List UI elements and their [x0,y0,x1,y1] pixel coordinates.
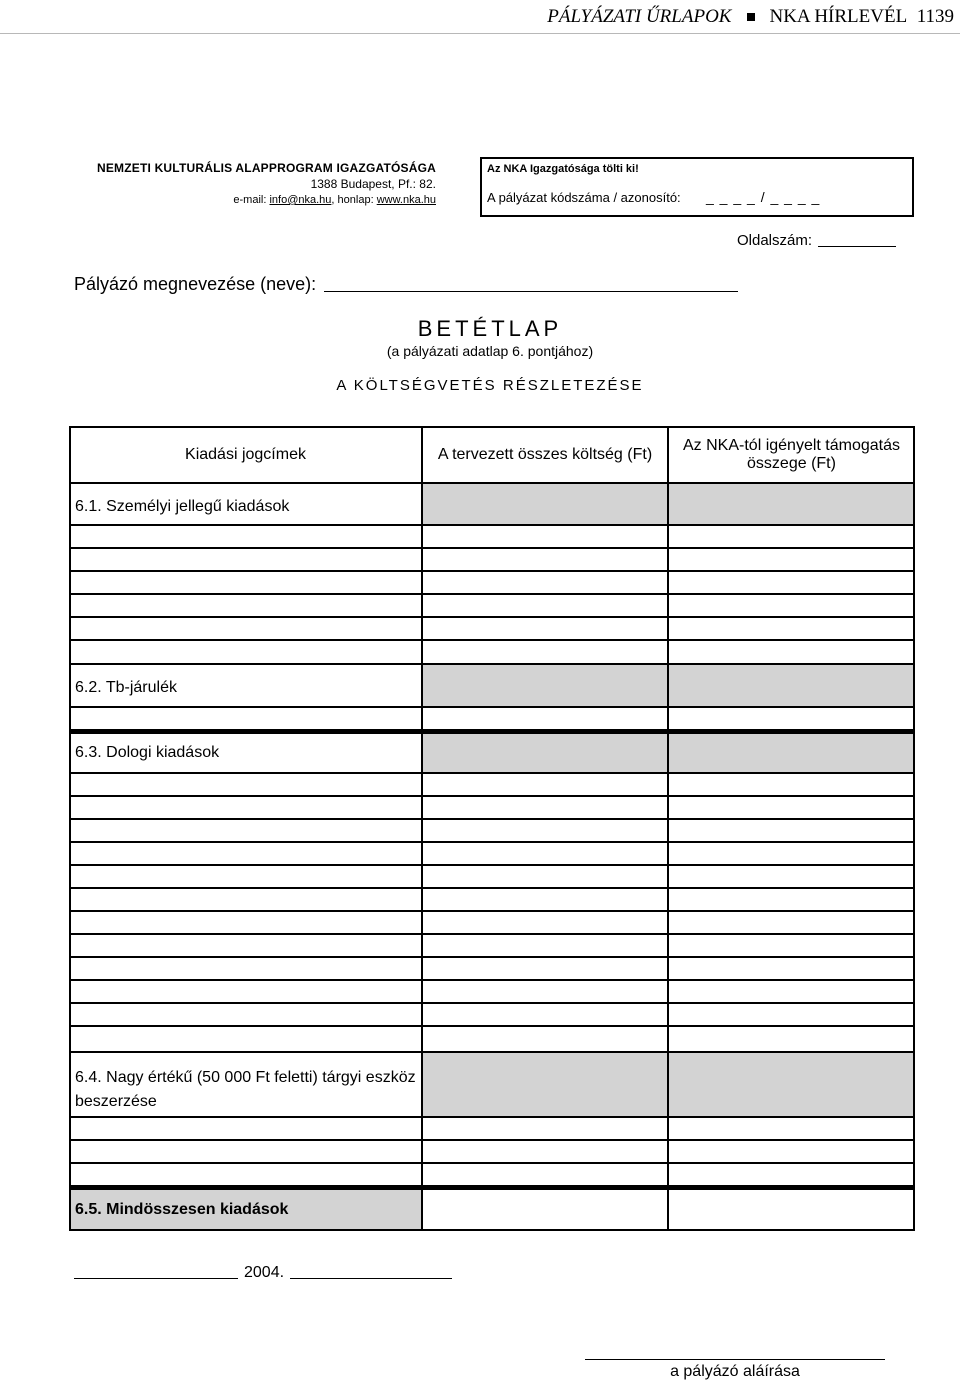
table-row [69,773,915,796]
total-row [69,1186,915,1231]
table-cell[interactable] [668,1140,915,1163]
section-label: 6.1. Személyi jellegű kiadások [69,483,422,525]
table-cell[interactable] [69,888,422,911]
table-row [69,594,915,617]
table-cell[interactable] [668,888,915,911]
section-label: 6.2. Tb-járulék [69,664,422,707]
table-cell[interactable] [668,773,915,796]
table-row [69,934,915,957]
shaded-cell [422,1052,668,1117]
table-cell[interactable] [668,819,915,842]
table-row [69,1003,915,1026]
table-cell[interactable] [422,911,668,934]
table-row [69,525,915,548]
table-cell[interactable] [69,911,422,934]
table-row [69,707,915,730]
table-cell[interactable] [69,707,422,730]
table-row [69,842,915,865]
shaded-cell [668,1052,915,1117]
table-cell[interactable] [69,640,422,664]
page-number-field [737,232,896,249]
page-header [0,0,960,34]
section-label: 6.4. Nagy értékű (50 000 Ft feletti) tárgyi eszköz beszerzése [69,1052,422,1117]
table-cell[interactable] [422,1117,668,1140]
shaded-cell [422,664,668,707]
table-cell[interactable] [69,773,422,796]
total-planned-cost-cell[interactable] [422,1189,668,1231]
page-number: 1139 [916,6,954,27]
organization-contact [84,192,436,208]
email-link[interactable]: info@nka.hu [269,194,332,206]
table-cell[interactable] [668,1117,915,1140]
code-label: A pályázat kódszáma / azonosító: [487,190,681,205]
table-cell[interactable] [422,1140,668,1163]
table-row [69,1117,915,1140]
table-cell[interactable] [69,957,422,980]
table-row [69,1026,915,1052]
form-subtitle: (a pályázati adatlap 6. pontjához) [386,343,594,359]
table-cell[interactable] [422,594,668,617]
section-row [69,1052,915,1117]
table-cell[interactable] [69,1163,422,1186]
table-row [69,548,915,571]
table-cell[interactable] [422,617,668,640]
table-cell[interactable] [422,1163,668,1186]
table-cell[interactable] [668,934,915,957]
shaded-cell [422,733,668,773]
table-cell[interactable] [668,842,915,865]
table-cell[interactable] [422,773,668,796]
table-cell[interactable] [668,707,915,730]
column-header: Az NKA-tól igényelt támogatás összege (Ft) [668,426,915,483]
table-cell[interactable] [69,842,422,865]
form-title-block [0,316,960,394]
table-cell[interactable] [422,1026,668,1052]
table-cell[interactable] [668,617,915,640]
table-cell[interactable] [69,617,422,640]
table-row [69,617,915,640]
section-row [69,483,915,525]
date-year: 2004. [244,1264,285,1281]
table-cell[interactable] [69,525,422,548]
table-cell[interactable] [69,1026,422,1052]
table-header-row [69,426,915,483]
table-cell[interactable] [668,911,915,934]
signature-label: a pályázó aláírása [670,1363,800,1380]
table-cell[interactable] [69,1117,422,1140]
section-title: PÁLYÁZATI ŰRLAPOK [547,6,732,27]
table-cell[interactable] [69,796,422,819]
email-label: e-mail: [233,194,267,206]
table-cell[interactable] [422,1003,668,1026]
table-cell[interactable] [422,934,668,957]
table-cell[interactable] [668,640,915,664]
table-cell[interactable] [668,957,915,980]
table-cell[interactable] [668,865,915,888]
table-cell[interactable] [69,594,422,617]
table-cell[interactable] [422,980,668,1003]
signature-line[interactable] [585,1359,885,1360]
office-use-note: Az NKA Igazgatósága tölti ki! [487,163,639,175]
table-cell[interactable] [422,525,668,548]
table-row [69,980,915,1003]
page-number-input[interactable] [818,246,896,247]
table-cell[interactable] [422,957,668,980]
budget-heading: A KÖLTSÉGVETÉS RÉSZLETEZÉSE [336,377,644,394]
table-cell[interactable] [69,1140,422,1163]
table-cell[interactable] [422,819,668,842]
table-row [69,957,915,980]
total-label: 6.5. Mindösszesen kiadások [69,1189,422,1231]
homepage-link[interactable]: www.nka.hu [376,194,436,206]
total-requested-support-cell[interactable] [668,1189,915,1231]
code-field[interactable]: _ _ _ _ / _ _ _ _ [706,189,821,205]
table-row [69,1140,915,1163]
table-cell[interactable] [668,796,915,819]
table-cell[interactable] [422,571,668,594]
table-cell[interactable] [69,934,422,957]
nka-office-box [480,157,914,217]
table-cell[interactable] [668,594,915,617]
column-header: A tervezett összes költség (Ft) [422,426,668,483]
table-row [69,819,915,842]
newsletter-name: NKA HÍRLEVÉL [769,6,908,27]
date-line [74,1264,452,1282]
table-cell[interactable] [422,865,668,888]
table-row [69,888,915,911]
table-row [69,1163,915,1186]
budget-table [69,426,915,1231]
homepage-label: , honlap: [331,194,374,206]
table-cell[interactable] [668,525,915,548]
page-number-label: Oldalszám: [737,232,813,249]
bullet-icon [747,13,755,21]
table-cell[interactable] [422,707,668,730]
table-row [69,571,915,594]
form-title: BETÉTLAP [417,316,563,341]
table-cell[interactable] [69,819,422,842]
applicant-field [74,274,738,295]
table-cell[interactable] [422,640,668,664]
table-cell[interactable] [668,571,915,594]
table-row [69,865,915,888]
table-cell[interactable] [422,796,668,819]
table-cell[interactable] [422,548,668,571]
section-label: 6.3. Dologi kiadások [69,733,422,773]
shaded-cell [422,483,668,525]
applicant-label: Pályázó megnevezése (neve): [74,274,317,294]
shaded-cell [668,483,915,525]
date-input[interactable] [290,1278,452,1279]
organization-name: NEMZETI KULTURÁLIS ALAPPROGRAM IGAZGATÓSÁGA [96,161,436,175]
table-cell[interactable] [69,1003,422,1026]
table-cell[interactable] [422,842,668,865]
section-row [69,664,915,707]
table-row [69,911,915,934]
organization-address: 1388 Budapest, Pf.: 82. [310,177,436,191]
applicant-name-input[interactable] [324,291,738,292]
table-row [69,796,915,819]
table-cell[interactable] [668,1003,915,1026]
organization-block [84,160,436,208]
table-cell[interactable] [69,571,422,594]
table-cell[interactable] [422,888,668,911]
shaded-cell [668,664,915,707]
table-cell[interactable] [668,1026,915,1052]
table-cell[interactable] [69,980,422,1003]
running-head [547,6,954,28]
table-cell[interactable] [668,548,915,571]
shaded-cell [668,733,915,773]
table-cell[interactable] [69,548,422,571]
place-input[interactable] [74,1278,238,1279]
table-cell[interactable] [668,980,915,1003]
section-row [69,730,915,773]
table-cell[interactable] [69,865,422,888]
column-header: Kiadási jogcímek [69,426,422,483]
table-row [69,640,915,664]
table-cell[interactable] [668,1163,915,1186]
